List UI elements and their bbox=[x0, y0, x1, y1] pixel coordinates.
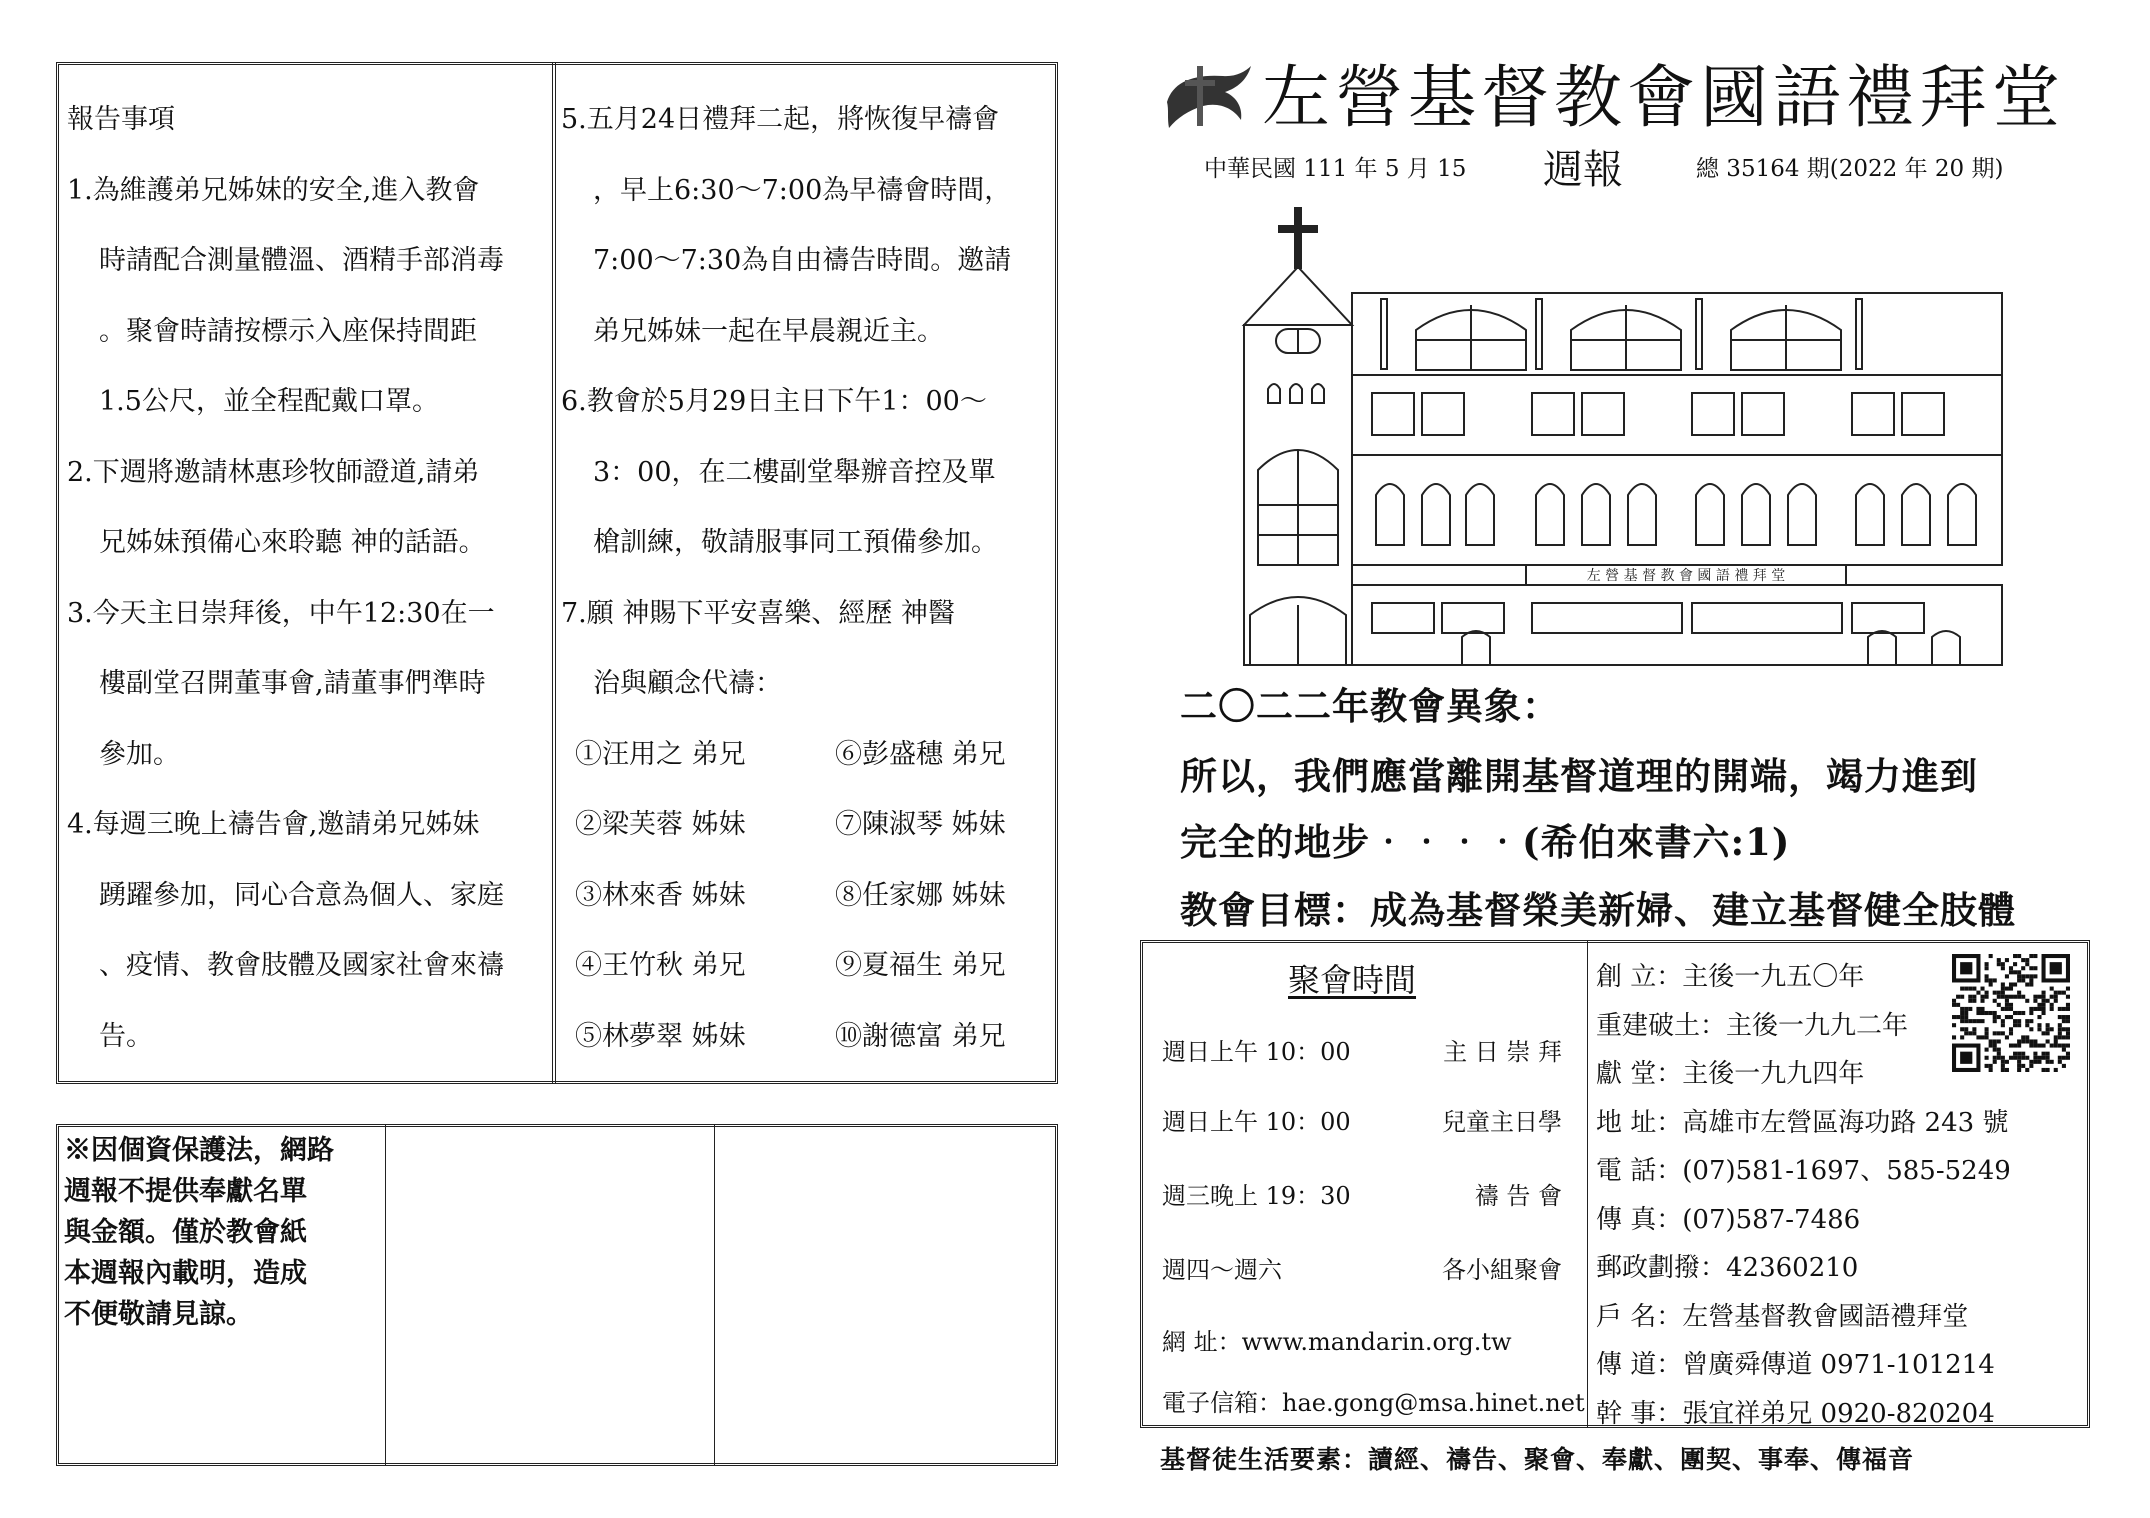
meeting-item bbox=[1162, 1250, 1562, 1285]
announcement-line: 3：00，在二樓副堂舉辦音控及單 bbox=[593, 456, 996, 488]
announcement-line: 3.今天主日崇拜後，中午12:30在一 bbox=[67, 597, 495, 629]
privacy-note-line: 週報不提供奉獻名單 bbox=[64, 1176, 307, 1207]
church-info-line: 重建破土：主後一九九二年 bbox=[1596, 1010, 1909, 1041]
meeting-time: 週四～週六 bbox=[1162, 1256, 1282, 1284]
meeting-item bbox=[1162, 1032, 1562, 1067]
privacy-note-line: 不便敬請見諒。 bbox=[64, 1299, 253, 1330]
church-info-line: 幹 事：張宜祥弟兄 0920-820204 bbox=[1596, 1398, 1995, 1429]
meeting-name: 主 日 崇 拜 bbox=[1443, 1038, 1562, 1066]
announcement-line: ，早上6:30～7:00為早禱會時間， bbox=[593, 174, 1012, 206]
meeting-item bbox=[1162, 1102, 1562, 1137]
meeting-time: 週日上午 10：00 bbox=[1162, 1108, 1351, 1136]
announcement-line: 報告事項 bbox=[67, 104, 175, 135]
announcements-left-column bbox=[67, 85, 553, 1072]
announcement-line: 弟兄姊妹一起在早晨親近主。 bbox=[593, 315, 944, 347]
church-info-line: 地 址：高雄市左營區海功路 243 號 bbox=[1596, 1107, 2009, 1138]
info-divider bbox=[1587, 940, 1588, 1428]
prayer-name: ⑦陳淑琴 姊妹 bbox=[835, 809, 1006, 840]
announcements-box bbox=[56, 62, 1058, 1084]
announcement-line: 。聚會時請按標示入座保持間距 bbox=[99, 315, 477, 347]
prayer-name: ⑥彭盛穗 弟兄 bbox=[835, 738, 1006, 770]
church-info-line: 傳 真：(07)587-7486 bbox=[1596, 1204, 1861, 1235]
announcement-line: 踴躍參加，同心合意為個人、家庭 bbox=[99, 879, 504, 911]
church-info-line: 創 立：主後一九五〇年 bbox=[1596, 962, 1865, 992]
meeting-name: 兒童主日學 bbox=[1442, 1108, 1562, 1136]
church-info-line: 郵政劃撥：42360210 bbox=[1596, 1253, 1859, 1283]
announcement-line: 治與顧念代禱： bbox=[593, 668, 782, 699]
email: 電子信箱：hae.gong@msa.hinet.net bbox=[1162, 1389, 1585, 1417]
privacy-note-line: ※因個資保護法，網路 bbox=[64, 1135, 334, 1166]
privacy-note bbox=[64, 1130, 384, 1335]
announcement-line: 4.每週三晚上禱告會,邀請弟兄姊妹 bbox=[67, 809, 480, 840]
vision-verse-line-1: 所以，我們應當離開基督道理的開端，竭力進到 bbox=[1180, 754, 1978, 798]
issue-number: 總 35164 期(2022 年 20 期) bbox=[1696, 156, 2004, 182]
prayer-name: ④王竹秋 弟兄 bbox=[575, 950, 746, 981]
qr-code-icon bbox=[1952, 954, 2070, 1072]
announcement-line: 參加。 bbox=[99, 738, 180, 770]
privacy-note-line: 本週報內載明，造成 bbox=[64, 1258, 307, 1289]
church-info-line: 電 話：(07)581-1697、585-5249 bbox=[1596, 1156, 2011, 1186]
footer-motto: 基督徒生活要素：讀經、禱告、聚會、奉獻、團契、事奉、傳福音 bbox=[1160, 1445, 1915, 1474]
church-goal: 教會目標：成為基督榮美新婦、建立基督健全肢體 bbox=[1180, 888, 2016, 932]
announcements-right-column bbox=[561, 85, 1055, 1072]
church-logo-icon bbox=[1163, 62, 1253, 132]
prayer-name: ⑧任家娜 姊妹 bbox=[835, 879, 1006, 911]
announcement-line: 樓副堂召開董事會,請董事們準時 bbox=[99, 668, 486, 699]
prayer-name: ③林來香 姊妹 bbox=[575, 879, 746, 911]
prayer-name: ⑨夏福生 弟兄 bbox=[835, 950, 1006, 981]
meeting-time: 週三晚上 19：30 bbox=[1162, 1182, 1351, 1210]
prayer-name: ①汪用之 弟兄 bbox=[575, 738, 746, 770]
church-info-line: 戶 名：左營基督教會國語禮拜堂 bbox=[1596, 1301, 1969, 1332]
meeting-name: 禱 告 會 bbox=[1474, 1182, 1562, 1210]
meeting-time: 週日上午 10：00 bbox=[1162, 1038, 1351, 1066]
announcement-line: 兄姊妹預備心來聆聽 神的話語。 bbox=[99, 527, 486, 558]
offering-divider bbox=[385, 1124, 386, 1466]
privacy-note-line: 與金額。僅於教會紙 bbox=[64, 1217, 307, 1248]
announcement-line: 6.教會於5月29日主日下午1：00～ bbox=[561, 386, 987, 417]
issue-date: 中華民國 111 年 5 月 15 bbox=[1204, 156, 1467, 182]
meeting-name: 各小組聚會 bbox=[1442, 1256, 1562, 1284]
announcement-line: 告。 bbox=[99, 1020, 153, 1052]
announcement-line: 7:00～7:30為自由禱告時間。邀請 bbox=[593, 245, 1012, 276]
announcement-line: 5.五月24日禮拜二起，將恢復早禱會 bbox=[561, 104, 1000, 135]
prayer-name: ②梁芙蓉 姊妹 bbox=[575, 809, 746, 840]
weekly-label: 週報 bbox=[1543, 147, 1623, 193]
page-title: 左營基督教會國語禮拜堂 bbox=[1262, 59, 2066, 138]
vision-verse-line-2: 完全的地步‧‧‧‧(希伯來書六:1) bbox=[1180, 820, 1791, 864]
vision-heading: 二〇二二年教會異象： bbox=[1180, 684, 1560, 728]
announcement-line: 槍訓練，敬請服事同工預備參加。 bbox=[593, 527, 998, 558]
church-info-line: 獻 堂：主後一九九四年 bbox=[1596, 1059, 1865, 1089]
meeting-item bbox=[1162, 1176, 1562, 1211]
prayer-name: ⑤林夢翠 姊妹 bbox=[575, 1020, 746, 1052]
announcement-line: 2.下週將邀請林惠珍牧師證道,請弟 bbox=[67, 456, 480, 488]
website: 網 址：www.mandarin.org.tw bbox=[1162, 1328, 1512, 1356]
church-sign: 左 營 基 督 教 會 國 語 禮 拜 堂 bbox=[1586, 568, 1786, 584]
announcement-line: 時請配合測量體溫、酒精手部消毒 bbox=[99, 245, 504, 276]
prayer-name: ⑩謝德富 弟兄 bbox=[835, 1020, 1006, 1052]
offering-divider bbox=[714, 1124, 715, 1466]
announcement-line: 、疫情、教會肢體及國家社會來禱 bbox=[99, 950, 504, 981]
church-building-illustration bbox=[1236, 205, 2006, 667]
column-divider bbox=[552, 62, 556, 1084]
announcement-line: 7.願 神賜下平安喜樂、經歷 神醫 bbox=[561, 597, 955, 629]
announcement-line: 1.5公尺，並全程配戴口罩。 bbox=[99, 386, 439, 417]
announcement-line: 1.為維護弟兄姊妹的安全,進入教會 bbox=[67, 174, 480, 206]
church-info-line: 傳 道：曾廣舜傳道 0971-101214 bbox=[1596, 1350, 1995, 1380]
prayer-list bbox=[561, 720, 1055, 1073]
meeting-times-title: 聚會時間 bbox=[1288, 961, 1417, 999]
